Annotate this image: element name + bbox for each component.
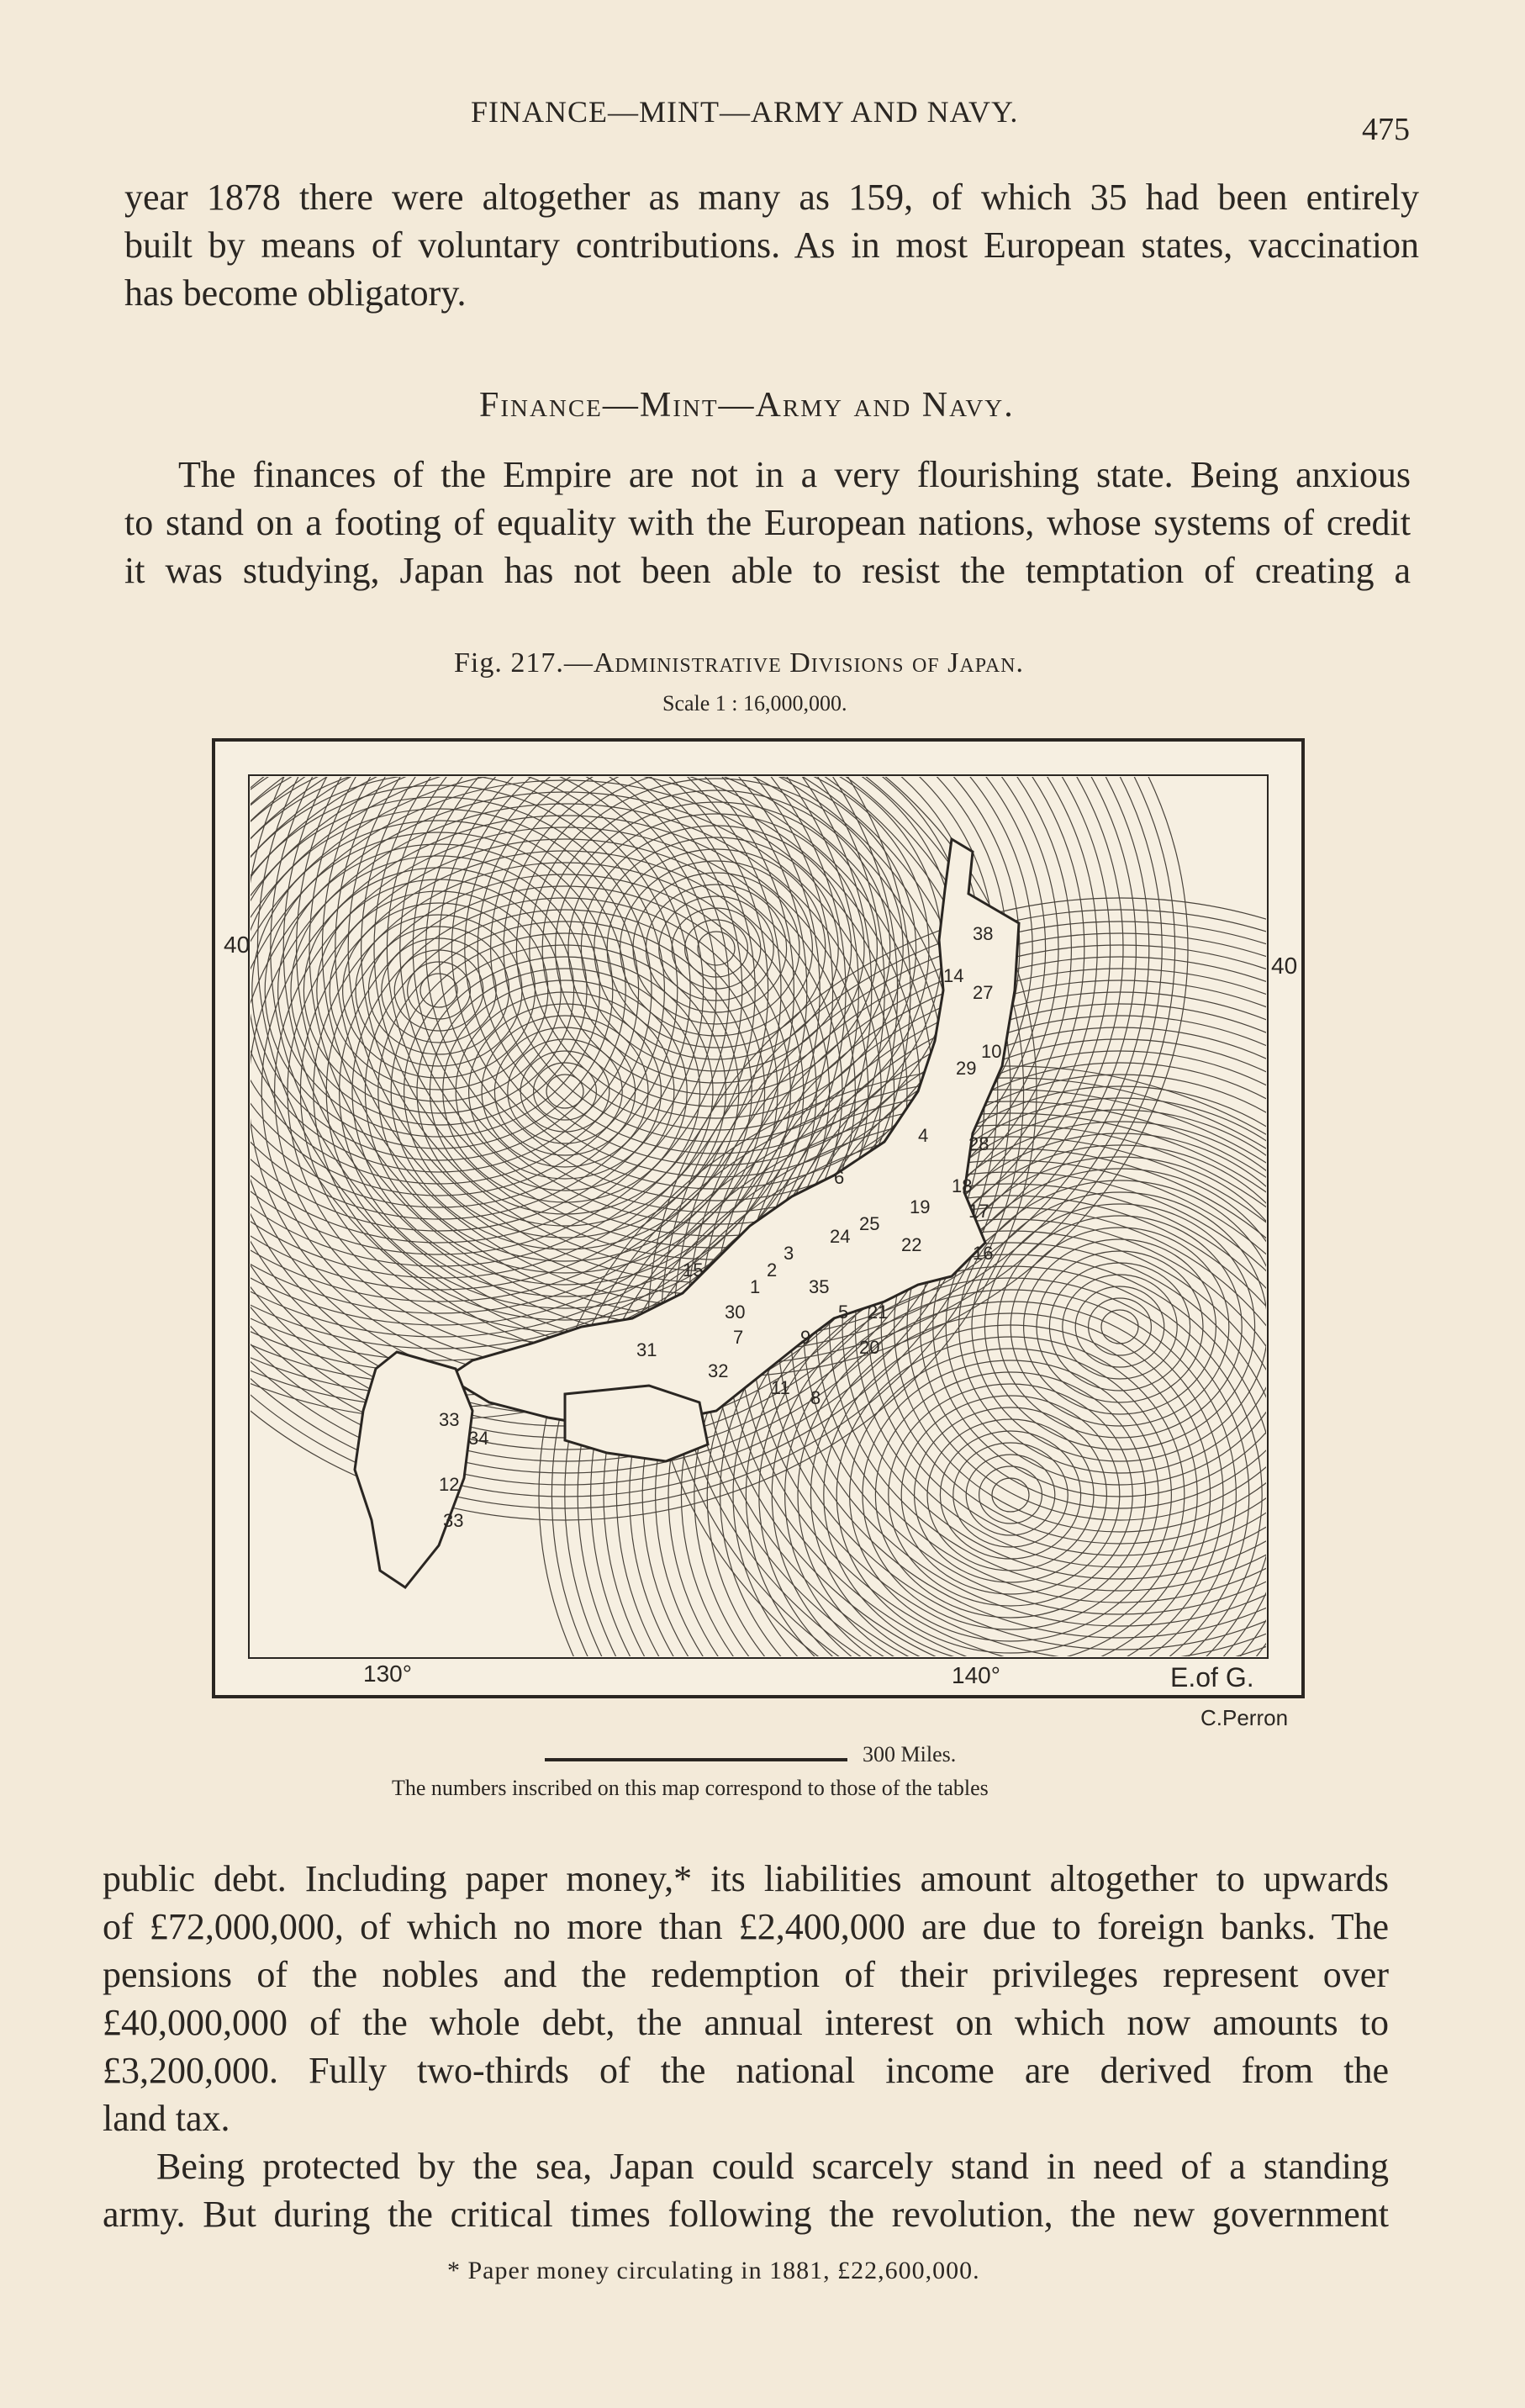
division-number: 33 <box>439 1409 460 1430</box>
division-number: 20 <box>859 1337 880 1358</box>
division-number: 24 <box>830 1226 851 1247</box>
text-line: £40,000,000 of the whole debt, the annual interest on which now amounts to <box>103 2002 1389 2043</box>
figure-scale: Scale 1 : 16,000,000. <box>662 691 847 716</box>
text-line: army. But during the critical times following the revolution, the new government <box>103 2194 1389 2235</box>
division-number: 38 <box>973 923 994 944</box>
division-number: 2 <box>767 1259 778 1281</box>
division-number: 22 <box>901 1234 922 1255</box>
division-number: 31 <box>636 1339 657 1360</box>
division-number: 8 <box>810 1387 821 1408</box>
text-line: it was studying, Japan has not been able to resist the temptation of creating a <box>124 550 1411 591</box>
division-number: 18 <box>952 1175 973 1196</box>
division-number: 17 <box>968 1201 989 1222</box>
footnote: * Paper money circulating in 1881, £22,600,000. <box>447 2257 980 2284</box>
map-note: The numbers inscribed on this map correspond to those of the tables <box>392 1776 989 1800</box>
division-number: 4 <box>918 1125 929 1146</box>
division-number: 9 <box>800 1327 811 1348</box>
text-line: to stand on a footing of equality with the European nations, whose systems of credit <box>124 502 1411 543</box>
division-number: 30 <box>725 1302 746 1323</box>
scale-bar-label: 300 Miles. <box>863 1742 957 1766</box>
figure-title: Administrative Divisions of Japan. <box>593 647 1025 679</box>
scale-bar <box>545 1758 847 1761</box>
longitude-label-140: 140° <box>952 1662 1000 1688</box>
engraver-signature: C.Perron <box>1200 1705 1289 1730</box>
division-number: 19 <box>910 1196 931 1217</box>
text-line: public debt. Including paper money,* its liabilities amount altogether to upwards <box>103 1858 1389 1899</box>
division-number: 27 <box>973 982 994 1003</box>
division-number: 25 <box>859 1213 880 1234</box>
division-number: 33 <box>443 1510 464 1531</box>
text-line: has become obligatory. <box>124 272 467 314</box>
division-number: 34 <box>468 1428 489 1449</box>
division-number: 14 <box>943 965 964 986</box>
body-paragraph-2 <box>103 2142 1389 2238</box>
longitude-label-130: 130° <box>363 1661 412 1687</box>
body-paragraph-1 <box>103 1855 1389 2142</box>
division-number: 12 <box>439 1474 460 1495</box>
division-number: 28 <box>968 1133 989 1154</box>
running-head: FINANCE—MINT—ARMY AND NAVY. <box>471 95 1019 129</box>
text-line: year 1878 there were altogether as many as 159, of which 35 had been entirely <box>124 177 1419 218</box>
text-line: land tax. <box>103 2098 230 2139</box>
division-number: 10 <box>981 1041 1002 1062</box>
latitude-label-left: 40 <box>224 932 251 958</box>
division-number: 3 <box>784 1243 794 1264</box>
text-line: £3,200,000. Fully two-thirds of the national income are derived from the <box>103 2050 1389 2091</box>
page-number: 475 <box>1362 112 1410 147</box>
text-line: of £72,000,000, of which no more than £2,400,000 are due to foreign banks. The <box>103 1906 1389 1947</box>
section-paragraph <box>124 451 1411 594</box>
figure-number: Fig. 217.— <box>454 647 594 679</box>
division-number: 35 <box>809 1276 830 1297</box>
figure-caption <box>454 647 1024 679</box>
intro-paragraph <box>124 173 1419 317</box>
division-number: 1 <box>750 1276 761 1297</box>
meridian-label: E.of G. <box>1170 1662 1254 1692</box>
division-number: 5 <box>838 1302 849 1323</box>
division-number: 32 <box>708 1360 729 1381</box>
map-drawing <box>212 738 1305 1698</box>
division-number: 6 <box>834 1167 845 1188</box>
section-heading: Finance—Mint—Army and Navy. <box>479 386 1015 425</box>
latitude-label-right: 40 <box>1271 953 1298 979</box>
text-line: built by means of voluntary contributions. As in most European states, vaccination <box>124 224 1419 266</box>
text-line: pensions of the nobles and the redemption of their privileges represent over <box>103 1954 1389 1995</box>
text-line: The finances of the Empire are not in a very flourishing state. Being anxious <box>178 454 1411 495</box>
division-number: 29 <box>956 1058 977 1079</box>
map-figure <box>212 738 1305 1698</box>
division-number: 15 <box>683 1259 704 1281</box>
division-number: 21 <box>868 1302 889 1323</box>
division-number: 16 <box>973 1243 994 1264</box>
division-number: 11 <box>771 1377 790 1398</box>
division-number: 7 <box>733 1327 744 1348</box>
text-line: Being protected by the sea, Japan could scarcely stand in need of a standing <box>156 2146 1389 2187</box>
